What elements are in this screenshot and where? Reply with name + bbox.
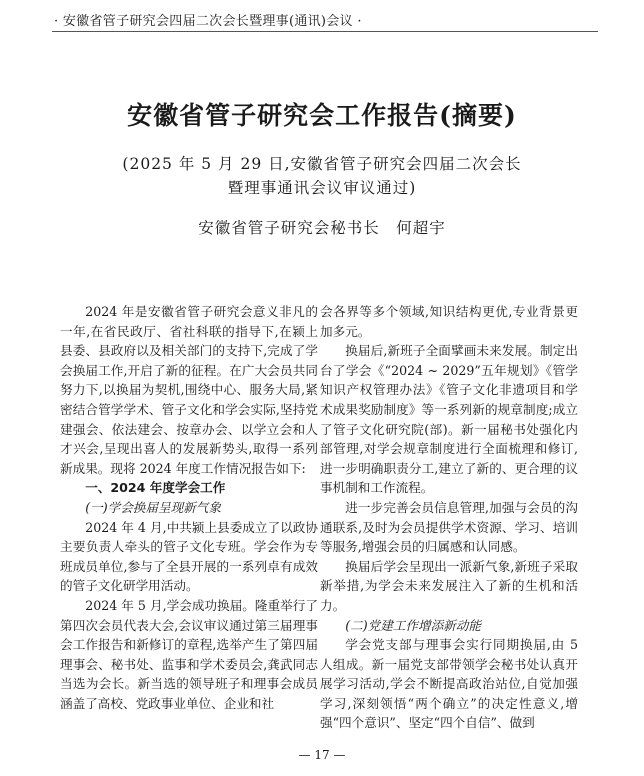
subsection-heading-1: (一)学会换届呈现新气象 (85, 499, 221, 515)
left-column (60, 302, 318, 713)
section-heading-1: 一、2024 年度学会工作 (85, 480, 226, 496)
subtitle-line-1: (2025 年 5 月 29 日,安徽省管子研究会四届二次会长 (122, 155, 522, 173)
right-column (320, 302, 578, 733)
paragraph-new-look: 换届后学会呈现出一派新气象,新班子采取新举措,为学会未来发展注入了新的生机和活力。 (320, 558, 578, 613)
paragraph-team: 2024 年 4 月,中共颍上县委成立了以政协主要负责人牵头的管子文化专班。学会作为专班成员单位,参与了全县开展的一系列卓有成效的管子文化研学用活动。 (60, 519, 318, 594)
author-line: 安徽省管子研究会秘书长 何超宇 (198, 219, 446, 237)
subtitle-line-2: 暨理事通讯会议审议通过) (227, 179, 417, 197)
header-divider (52, 31, 598, 32)
paragraph-planning: 换届后,新班子全面擘画未来发展。制定出台了学会《“2024 ~ 2029”五年规划》《管学知识产权管理办法》《管子文化非遗项目和学术成果奖励制度》等一系列新的规章制度;成立了管子文化研究院(部)。新一届秘书处强化内部管理,对学会规章制度进行全面梳理和修订,进一步明确职责分工,建立了新的、更合理的议事机制和工作流程。 (320, 343, 578, 496)
intro-paragraph: 2024 年是安徽省管子研究会意义非凡的一年,在省民政厅、省社科联的指导下,在颍上县委、县政府以及相关部门的支持下,完成了学会换届工作,开启了新的征程。在广大会员共同努力下,以换届为契机,围绕中心、服务大局,紧密结合管学学术、管子文化和学会实际,坚持党建强会、依法建会、按章办会、以学立会和人才兴会,呈现出喜人的发展新势头,取得一系列新成果。现将 2024 年度工作情况报告如下: (60, 304, 318, 476)
page-number: — 17 — (298, 748, 346, 762)
subsection-heading-2: (二)党建工作增添新动能 (345, 617, 481, 633)
paragraph-party: 学会党支部与理事会实行同期换届,由 5 人组成。新一届党支部带领学会秘书处认真开展学习活动,学会不断提高政治站位,自觉加强学习,深刻领悟“两个确立”的决定性意义,增强“四个意识”、坚定“四个自信”、做到 (320, 637, 578, 731)
running-header: · 安徽省管子研究会四届二次会长暨理事(通讯)会议 · (54, 14, 362, 29)
paragraph-continued: 会各界等多个领域,知识结构更优,专业背景更加多元。 (320, 304, 578, 339)
report-title: 安徽省管子研究会工作报告(摘要) (127, 101, 517, 130)
paragraph-election: 2024 年 5 月,学会成功换届。隆重举行了第四次会员代表大会,会议审议通过第三届理事会工作报告和新修订的章程,选举产生了第四届理事会、秘书处、监事和学术委员会,龚武同志当选为会长。新当选的领导班子和理事会成员涵盖了高校、党政事业单位、企业和社 (60, 597, 318, 711)
paragraph-members: 进一步完善会员信息管理,加强与会员的沟通联系,及时为会员提供学术资源、学习、培训等服务,增强会员的归属感和认同感。 (320, 499, 578, 555)
